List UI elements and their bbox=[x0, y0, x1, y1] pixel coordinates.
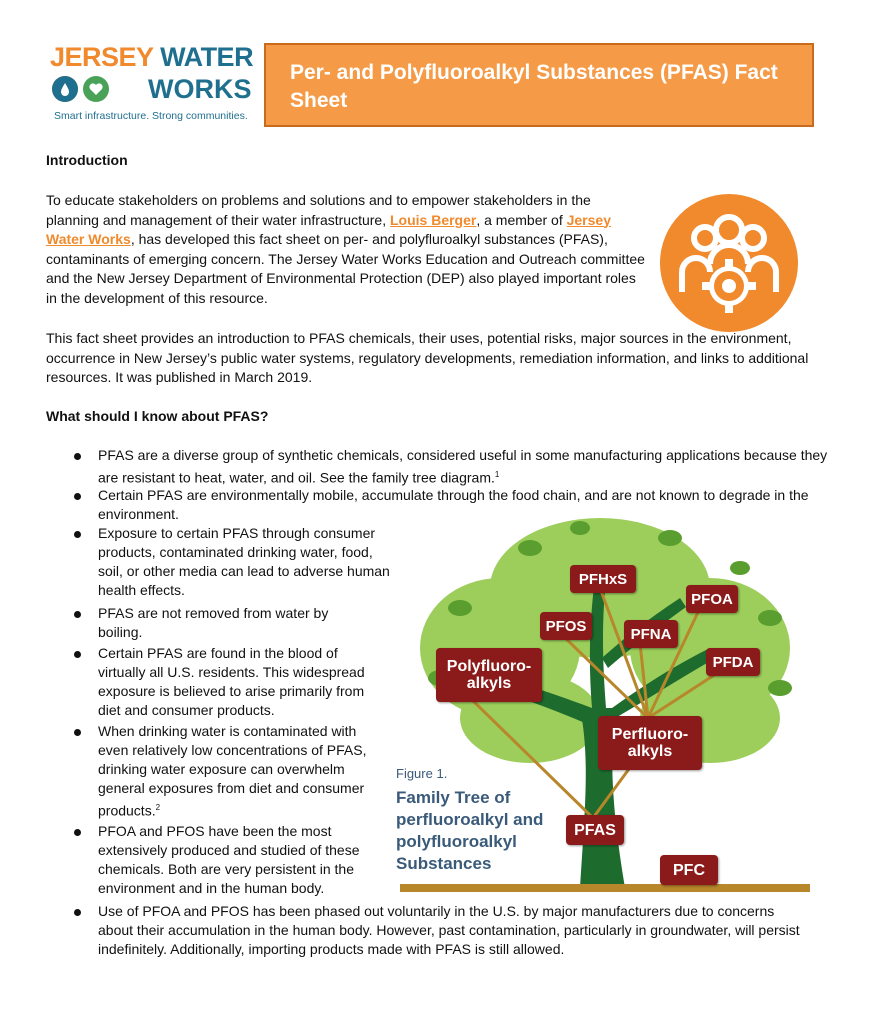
node-pfoa: PFOA bbox=[686, 585, 738, 613]
node-pfc: PFC bbox=[660, 855, 718, 885]
jersey-water-works-link[interactable]: Jersey Water Works bbox=[46, 211, 611, 247]
intro-paragraph-2: This fact sheet provides an introduction to PFAS chemicals, their uses, potential risks, major sources in the environment, occurrence in New Jersey’s public water systems, regulatory developments, remediation information, and links to additional resources. It was published in March 2019. bbox=[46, 330, 809, 385]
bullet-dot bbox=[74, 829, 81, 836]
intro-text-a: To educate stakeholders on problems and solutions and to empower stakeholders in the planning and management of their water infrastructure, bbox=[46, 192, 591, 228]
logo-word-water: WATER bbox=[160, 42, 254, 72]
louis-berger-link[interactable]: Louis Berger bbox=[389, 211, 477, 228]
water-drop-icon bbox=[52, 76, 78, 102]
logo-tagline: Smart infrastructure. Strong communities. bbox=[54, 110, 248, 122]
node-pfna: PFNA bbox=[624, 620, 678, 648]
people-gear-icon bbox=[660, 194, 798, 332]
bullet-dot bbox=[74, 909, 81, 916]
node-pfhxs: PFHxS bbox=[570, 565, 636, 593]
intro-text-c: , has developed this fact sheet on per- and polyfluroalkyl substances (PFAS), contaminants of emerging concern. The Jersey Water Works Education and Outreach committee and the New Jersey Department of Environmental Protection (DEP) also played important roles in the development of this resource. bbox=[46, 231, 645, 306]
bullet-8-text: Use of PFOA and PFOS has been phased out voluntarily in the U.S. by major manufacturers due to concerns about their accumulation in the human body. However, past contamination, particularly in groundwater, will persist indefinitely. Additionally, importing products made with PFAS is still allowed. bbox=[98, 903, 800, 957]
bullet-5: Certain PFAS are found in the blood of virtually all U.S. residents. This widespread exposure is believed to arise primarily from diet and consumer products. bbox=[98, 645, 365, 718]
bullet-dot bbox=[74, 493, 81, 500]
bullet-1 bbox=[98, 446, 828, 488]
intro-paragraph-1 bbox=[46, 191, 646, 308]
title-banner: Per- and Polyfluoroalkyl Substances (PFAS) Fact Sheet bbox=[264, 43, 814, 127]
node-pfas: PFAS bbox=[566, 815, 624, 845]
node-pfos: PFOS bbox=[540, 612, 592, 640]
figure-title: Family Tree of perfluoroalkyl and polyfluoroalkyl Substances bbox=[396, 788, 544, 873]
node-pfda: PFDA bbox=[706, 648, 760, 676]
bullet-1-text: PFAS are a diverse group of synthetic chemicals, considered useful in some manufacturing applications because they are resistant to heat, water, and oil. See the family tree diagram. bbox=[98, 447, 828, 486]
intro-heading: Introduction bbox=[46, 152, 128, 168]
logo-word-works: WORKS bbox=[148, 74, 252, 104]
bullet-6-text: When drinking water is contaminated with even relatively low concentrations of PFAS, drinking water exposure can overwhelm general exposures from diet and consumer products. bbox=[98, 723, 367, 819]
node-polyfluoroalkyls: Polyfluoro- alkyls bbox=[436, 648, 542, 702]
bullet-4: PFAS are not removed from water by boiling. bbox=[98, 605, 329, 640]
bullet-7: PFOA and PFOS have been the most extensively produced and studied of these chemicals. Both are very persistent in the environment and in the human body. bbox=[98, 823, 360, 896]
know-heading: What should I know about PFAS? bbox=[46, 408, 269, 424]
logo-wordmark-top bbox=[50, 42, 253, 73]
bullet-8 bbox=[98, 902, 810, 959]
logo-word-jersey: JERSEY bbox=[50, 42, 154, 72]
node-perfluoroalkyls: Perfluoro- alkyls bbox=[598, 716, 702, 770]
bullet-6 bbox=[98, 722, 384, 821]
figure-label: Figure 1. bbox=[396, 766, 448, 781]
bullet-3: Exposure to certain PFAS through consumer products, contaminated drinking water, food, soil, or other media can lead to adverse human health effects. bbox=[98, 525, 390, 598]
logo-icons bbox=[52, 76, 109, 106]
bullet-2: Certain PFAS are environmentally mobile, accumulate through the food chain, and are not known to degrade in the environment. bbox=[98, 487, 809, 522]
heart-icon bbox=[83, 76, 109, 102]
jersey-water-works-logo bbox=[50, 42, 260, 126]
bullet-dot bbox=[74, 611, 81, 618]
bullet-dot bbox=[74, 453, 81, 460]
bullet-dot bbox=[74, 729, 81, 736]
footnote-1: 1 bbox=[494, 470, 500, 479]
bullet-dot bbox=[74, 651, 81, 658]
bullet-dot bbox=[74, 531, 81, 538]
intro-text-b: , a member of bbox=[476, 211, 567, 228]
footnote-2: 2 bbox=[155, 803, 161, 812]
